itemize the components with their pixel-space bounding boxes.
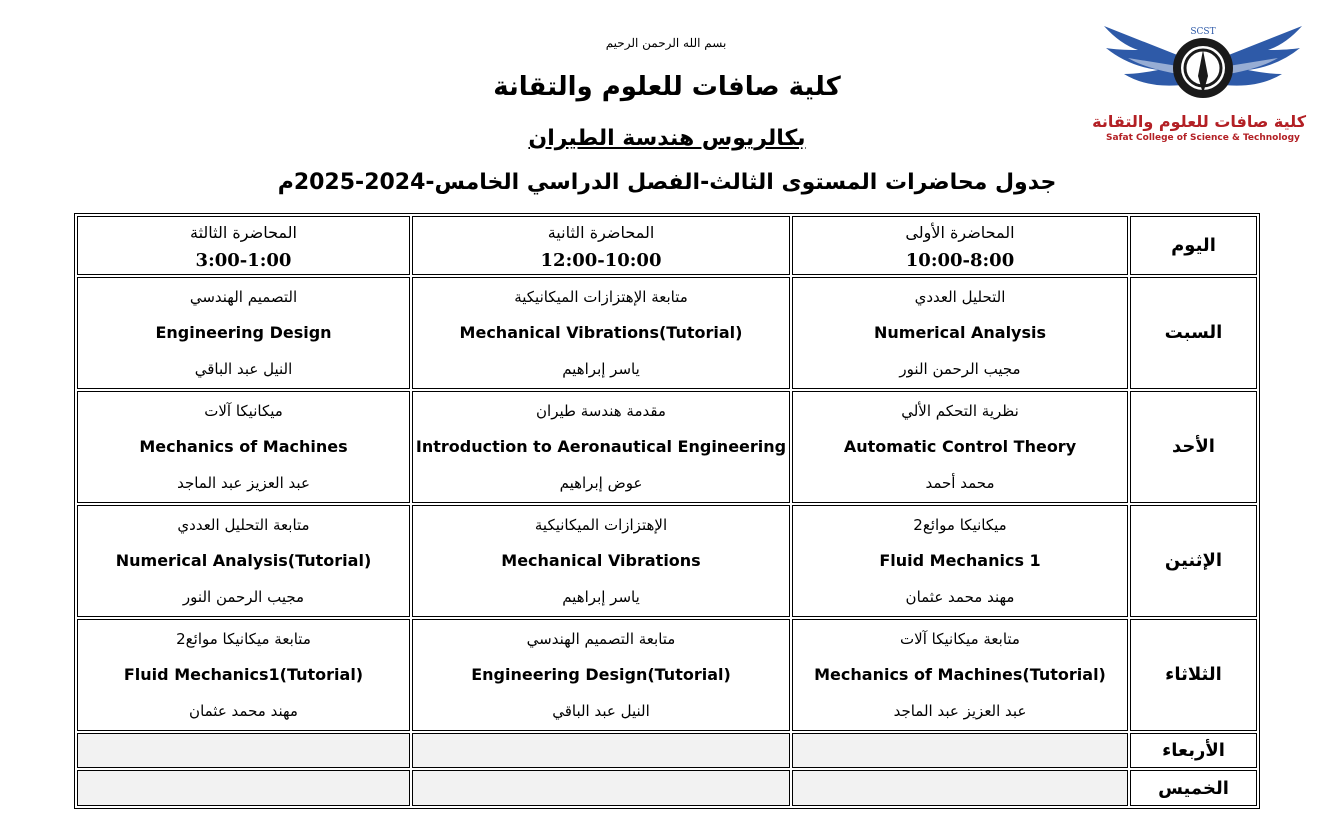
lecture-header-3	[77, 216, 410, 275]
course-name-ar: نظرية التحكم الألي	[901, 401, 1019, 420]
instructor-name: عبد العزيز عبد الماجد	[177, 473, 310, 492]
course-name-en: Mechanics of Machines(Tutorial)	[814, 664, 1106, 684]
day-cell: الأحد	[1130, 391, 1257, 503]
course-name-ar: ميكانيكا آلات	[204, 401, 283, 420]
course-cell	[792, 505, 1128, 617]
course-name-ar: ميكانيكا موائع2	[913, 515, 1007, 534]
table-row	[77, 391, 1257, 503]
instructor-name: عوض إبراهيم	[559, 473, 643, 492]
day-cell: الأربعاء	[1130, 733, 1257, 769]
course-name-en: Fluid Mechanics 1	[879, 550, 1041, 570]
course-name-en: Fluid Mechanics1(Tutorial)	[123, 664, 364, 684]
lecture-header-1	[792, 216, 1128, 275]
course-name-en: Automatic Control Theory	[843, 436, 1077, 456]
course-name-ar: متابعة ميكانيكا موائع2	[176, 629, 311, 648]
course-cell	[77, 391, 410, 503]
course-name-ar: متابعة ميكانيكا آلات	[900, 629, 1020, 648]
course-cell	[412, 277, 790, 389]
table-row	[77, 505, 1257, 617]
empty-cell	[412, 770, 790, 806]
instructor-name: مجيب الرحمن النور	[182, 587, 305, 606]
course-name-ar: متابعة الإهتزازات الميكانيكية	[514, 287, 688, 306]
lecture-label: المحاضرة الثانية	[547, 222, 655, 242]
table-row	[77, 733, 1257, 769]
schedule-title: جدول محاضرات المستوى الثالث-الفصل الدراسي الخامس-2024-2025م	[277, 170, 1057, 195]
lecture-time: 12:00-10:00	[540, 249, 662, 271]
instructor-name: مجيب الرحمن النور	[899, 359, 1021, 378]
logo-name-ar: كلية صافات للعلوم والتقانة	[1092, 112, 1306, 131]
empty-cell	[412, 733, 790, 769]
course-name-en: Engineering Design	[155, 322, 332, 342]
lecture-time: 10:00-8:00	[905, 249, 1015, 271]
course-name-ar: مقدمة هندسة طيران	[536, 401, 666, 420]
course-cell	[792, 277, 1128, 389]
table-row	[77, 277, 1257, 389]
instructor-name: مهند محمد عثمان	[905, 587, 1015, 606]
instructor-name: مهند محمد عثمان	[189, 701, 298, 720]
course-name-en: Mechanical Vibrations	[501, 550, 701, 570]
table-row	[77, 619, 1257, 731]
table-row	[77, 770, 1257, 806]
header-row	[77, 216, 1257, 275]
lecture-time: 3:00-1:00	[195, 249, 292, 271]
college-name: كلية صافات للعلوم والتقانة	[493, 72, 841, 102]
schedule-table	[74, 213, 1260, 809]
course-cell	[412, 505, 790, 617]
day-cell: السبت	[1130, 277, 1257, 389]
course-cell	[792, 619, 1128, 731]
empty-cell	[792, 733, 1128, 769]
course-name-en: Introduction to Aeronautical Engineering	[415, 436, 787, 456]
lecture-label: المحاضرة الثالثة	[190, 222, 297, 242]
course-cell	[412, 391, 790, 503]
course-name-ar: التصميم الهندسي	[189, 287, 298, 306]
course-name-ar: متابعة التحليل العددي	[177, 515, 310, 534]
course-cell	[412, 619, 790, 731]
course-cell	[77, 277, 410, 389]
lecture-label: المحاضرة الأولى	[905, 222, 1015, 242]
course-name-ar: التحليل العددي	[914, 287, 1006, 306]
instructor-name: عبد العزيز عبد الماجد	[893, 701, 1027, 720]
logo-acronym: SCST	[1190, 27, 1216, 37]
day-column-header: اليوم	[1130, 216, 1257, 275]
empty-cell	[77, 733, 410, 769]
instructor-name: النيل عبد الباقي	[552, 701, 650, 720]
course-name-en: Numerical Analysis	[873, 322, 1047, 342]
lecture-header-2	[412, 216, 790, 275]
basmala: بسم الله الرحمن الرحيم	[605, 36, 727, 50]
course-name-ar: متابعة التصميم الهندسي	[526, 629, 676, 648]
day-cell: الإثنين	[1130, 505, 1257, 617]
course-name-en: Mechanical Vibrations(Tutorial)	[459, 322, 743, 342]
instructor-name: النيل عبد الباقي	[194, 359, 293, 378]
course-name-en: Engineering Design(Tutorial)	[471, 664, 731, 684]
course-cell	[792, 391, 1128, 503]
empty-cell	[792, 770, 1128, 806]
course-name-ar: الإهتزازات الميكانيكية	[534, 515, 668, 534]
instructor-name: محمد أحمد	[925, 473, 995, 492]
course-cell	[77, 505, 410, 617]
logo-name-en: Safat College of Science & Technology	[1106, 133, 1300, 143]
empty-cell	[77, 770, 410, 806]
program-title: بكالريوس هندسة الطيران	[528, 126, 806, 151]
instructor-name: ياسر إبراهيم	[562, 587, 640, 606]
day-cell: الخميس	[1130, 770, 1257, 806]
course-name-en: Numerical Analysis(Tutorial)	[115, 550, 372, 570]
day-cell: الثلاثاء	[1130, 619, 1257, 731]
instructor-name: ياسر إبراهيم	[562, 359, 640, 378]
course-cell	[77, 619, 410, 731]
course-name-en: Mechanics of Machines	[139, 436, 348, 456]
